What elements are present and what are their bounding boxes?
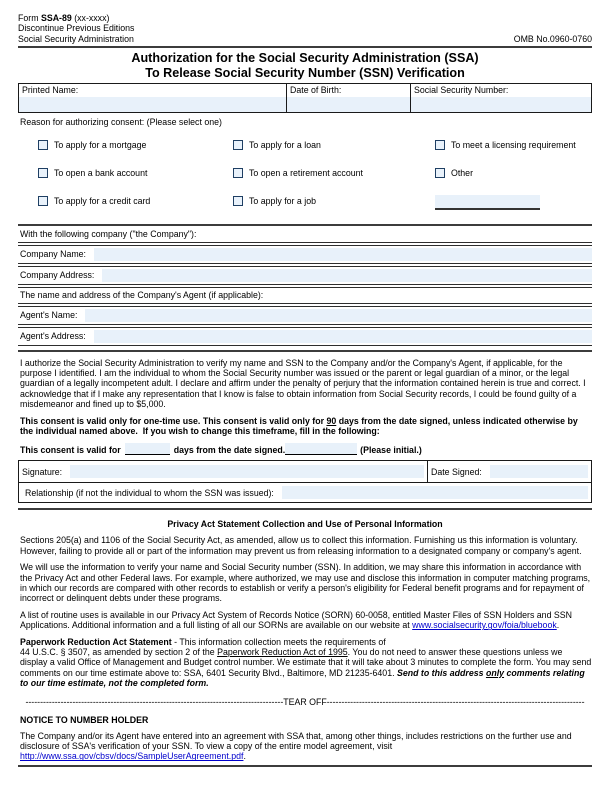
company-name-row	[18, 245, 592, 264]
privacy-paragraph-1: Sections 205(a) and 1106 of the Social Security Act, as amended, allow us to collect this information. Furnishing us this information is voluntary. However, failing to provide all or part of the information may prevent us from releasing information to a designated company or company's agent.	[20, 535, 582, 556]
notice-paragraph-period: .	[243, 751, 246, 762]
paperwork-seg1: - This information collection meets the requirements of	[171, 636, 386, 647]
agent-section-heading-row	[18, 287, 592, 304]
printed-name-label: Printed Name:	[22, 85, 79, 96]
agent-name-row	[18, 306, 592, 325]
option-apply-loan	[233, 139, 435, 151]
reason-options	[18, 129, 592, 222]
relationship-input[interactable]	[282, 486, 588, 499]
signature-input[interactable]	[70, 465, 424, 478]
signature-label: Signature:	[22, 466, 63, 477]
company-address-input[interactable]	[102, 269, 592, 282]
printed-name-input[interactable]	[19, 97, 286, 112]
paperwork-notice-only: only	[485, 667, 505, 678]
agent-name-label: Agent's Name:	[20, 310, 78, 321]
paperwork-seg2: 44 U.S.C. § 3507, as amended by section 2 of the	[20, 647, 218, 658]
ssn-label: Social Security Number:	[414, 85, 509, 96]
consent-valid-prefix: This consent is valid for	[20, 445, 121, 456]
page-bottom-rule	[18, 765, 592, 768]
form-number-suffix: (xx-xxxx)	[71, 13, 110, 23]
option-apply-credit-card	[38, 195, 233, 207]
option-licensing-requirement	[435, 139, 592, 151]
reason-heading: Reason for authorizing consent: (Please select one)	[20, 116, 222, 127]
agent-address-row	[18, 327, 592, 346]
pra-1995-reference: Paperwork Reduction Act of 1995	[217, 647, 348, 658]
company-section-heading-row	[18, 226, 592, 243]
notice-paragraph-text: The Company and/or its Agent have entered into an agreement with SSA that, among other things, includes restrictions on the further use and disclosure of SSA's verification of your SSN. To view a copy of the entire model agreement, visit	[20, 730, 572, 752]
signature-row	[19, 461, 591, 483]
privacy-section-divider	[18, 508, 592, 510]
company-name-label: Company Name:	[20, 249, 87, 260]
privacy-paragraph-3-text: A list of routine uses is available in our Privacy Act System of Records Notice (SORN) 60-0058, entitled Master Files of SSN Holders and SSN Applications. Additional information and a full listing of all our SORNs are available on our website at	[20, 609, 572, 631]
checkbox-apply-mortgage[interactable]	[38, 140, 48, 150]
company-address-label: Company Address:	[20, 270, 95, 281]
notice-paragraph	[18, 731, 592, 762]
relationship-label: Relationship (if not the individual to whom the SSN was issued):	[25, 487, 274, 498]
consent-days-value: 90	[326, 415, 337, 426]
date-of-birth-cell	[287, 84, 411, 112]
tear-off-label: TEAR OFF	[283, 696, 327, 707]
paperwork-notice-seg2: comments relating to our time estimate, not the completed form.	[20, 667, 585, 689]
tear-off-line	[18, 697, 592, 707]
consent-terms-seg2: days from the date signed, unless indicated otherwise by the individual named above. If you wish to change this timeframe, fill in the following:	[20, 415, 578, 436]
company-address-row	[18, 266, 592, 285]
form-number: SSA-89	[40, 13, 72, 23]
agent-address-input[interactable]	[94, 330, 592, 343]
ssn-cell	[411, 84, 591, 112]
signature-cell	[19, 461, 428, 482]
date-signed-cell	[428, 461, 591, 482]
ssn-input[interactable]	[411, 97, 591, 112]
label-apply-job: To apply for a job	[249, 195, 316, 206]
label-apply-mortgage: To apply for a mortgage	[54, 139, 147, 150]
option-other	[435, 167, 592, 179]
consent-valid-middle: days from the date signed.	[173, 445, 286, 456]
consent-duration-line	[18, 443, 592, 455]
privacy-paragraph-3	[18, 610, 592, 631]
checkbox-apply-job[interactable]	[233, 196, 243, 206]
relationship-row	[19, 483, 591, 502]
privacy-paragraph-2: We will use the information to verify your name and Social Security number (SSN). In addition, we may share this information in accordance with the Privacy Act and other Federal laws. For example, where authorized, we may use and disclose this information in computer matching programs, in which our records are compared with other records to establish or verify a person's eligibility for Federal benefit programs and for repayment of incorrect or delinquent debts under these programs.	[20, 562, 591, 604]
form-number-line	[18, 13, 134, 23]
form-title-line1: Authorization for the Social Security Administration (SSA)	[131, 51, 479, 66]
option-open-retirement-account	[233, 167, 435, 179]
option-apply-mortgage	[38, 139, 233, 151]
agent-name-input[interactable]	[85, 309, 592, 322]
agreement-link[interactable]: http://www.ssa.gov/cbsv/docs/SampleUserAgreement.pdf	[20, 751, 244, 762]
company-name-input[interactable]	[94, 248, 592, 261]
other-reason-input[interactable]	[435, 195, 540, 210]
date-signed-label: Date Signed:	[430, 466, 482, 477]
option-apply-job	[233, 195, 435, 207]
paperwork-notice-seg1: Send to this address	[396, 667, 486, 678]
form-id-block	[18, 13, 134, 44]
checkbox-open-bank-account[interactable]	[38, 168, 48, 178]
label-apply-loan: To apply for a loan	[249, 139, 321, 150]
consent-terms-paragraph	[18, 416, 592, 437]
consent-days-input[interactable]	[125, 443, 170, 455]
option-open-bank-account	[38, 167, 233, 179]
bluebook-link[interactable]: www.socialsecurity.gov/foia/bluebook	[412, 620, 557, 631]
omb-number: OMB No.0960-0760	[513, 33, 592, 44]
identity-table	[18, 83, 592, 113]
agent-section-heading: The name and address of the Company's Agent (if applicable):	[20, 290, 264, 301]
discontinue-editions-note: Discontinue Previous Editions	[18, 23, 135, 34]
label-licensing-requirement: To meet a licensing requirement	[451, 139, 576, 150]
paperwork-heading: Paperwork Reduction Act Statement	[20, 636, 172, 647]
form-title-line2: To Release Social Security Number (SSN) Verification	[145, 65, 465, 80]
checkbox-apply-credit-card[interactable]	[38, 196, 48, 206]
privacy-paragraph-3-period: .	[556, 620, 560, 631]
date-of-birth-label: Date of Birth:	[290, 85, 342, 96]
consent-valid-suffix: (Please initial.)	[360, 445, 422, 456]
authorization-section-divider	[18, 350, 592, 352]
checkbox-open-retirement-account[interactable]	[233, 168, 243, 178]
company-section-heading: With the following company ("the Company"):	[20, 228, 197, 239]
privacy-act-heading: Privacy Act Statement Collection and Use of Personal Information	[167, 519, 443, 530]
consent-terms-seg1: This consent is valid only for one-time use. This consent is valid only for	[20, 415, 327, 426]
date-signed-input[interactable]	[490, 465, 588, 478]
checkbox-licensing-requirement[interactable]	[435, 140, 445, 150]
label-open-retirement-account: To open a retirement account	[249, 167, 363, 178]
tear-off-dashes-right: ----------------------------------------------------------------------------------------	[326, 696, 585, 707]
printed-name-cell	[19, 84, 287, 112]
paperwork-paragraph	[18, 637, 592, 689]
checkbox-other[interactable]	[435, 168, 445, 178]
form-header	[18, 13, 592, 44]
label-apply-credit-card: To apply for a credit card	[54, 195, 151, 206]
checkbox-apply-loan[interactable]	[233, 140, 243, 150]
form-number-prefix: Form	[18, 13, 41, 23]
agency-name: Social Security Administration	[18, 33, 134, 44]
consent-initials-input[interactable]	[285, 443, 357, 455]
signature-table	[18, 460, 592, 503]
date-of-birth-input[interactable]	[287, 97, 410, 112]
agent-address-label: Agent's Address:	[20, 331, 86, 342]
label-other: Other	[451, 167, 474, 178]
label-open-bank-account: To open a bank account	[54, 167, 148, 178]
notice-heading: NOTICE TO NUMBER HOLDER	[20, 714, 149, 725]
tear-off-dashes-left: ----------------------------------------------------------------------------------------	[25, 696, 284, 707]
paperwork-seg3: . You do not need to answer these questions unless we display a valid Office of Management and Budget control number. We estimate that it will take about 3 minutes to complete the form. You may send comments on our time estimate above to: SSA, 6401 Security Blvd., Baltimore, MD 21235-6401.	[20, 647, 592, 678]
form-title	[18, 48, 592, 83]
authorization-paragraph: I authorize the Social Security Administration to verify my name and SSN to the Company and/or the Company's Agent, if applicable, for the purpose I identified. I am the individual to whom the Social Security number was issued or the parent or legal guardian of a minor, or the legal guardian of a legally incompetent adult. I declare and affirm under the penalty of perjury that the information contained herein is true and correct. I acknowledge that if I make any representation that I know is false to obtain information from Social Security records, I could be found guilty of a misdemeanor and fined up to $5,000.	[20, 357, 586, 410]
